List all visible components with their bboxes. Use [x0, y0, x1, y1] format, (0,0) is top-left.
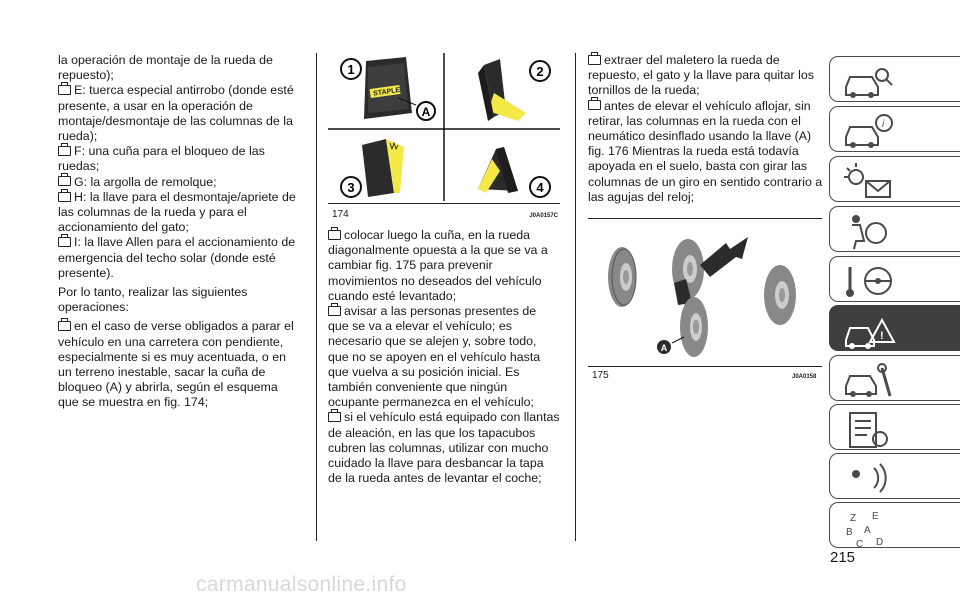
- maintenance-icon: [842, 360, 898, 400]
- bullet-icon: [328, 412, 341, 422]
- list-item: avisar a las personas presentes de que se va a elevar el vehículo; es necesario que se alejen y, sobre todo, que no se apoyen en el vehículo hasta que vuelva a su posición inicial. Es también conveniente que ningún ocupante permanezca en el vehículo;: [328, 304, 541, 410]
- figure-number: 174: [332, 209, 349, 220]
- figure-code: J0A0157C: [529, 213, 558, 219]
- figure-top-rule: [588, 218, 822, 219]
- svg-text:A: A: [421, 105, 431, 119]
- chapter-tab[interactable]: [829, 453, 960, 499]
- list-item: extraer del maletero la rueda de repuesto, el gato y la llave para quitar los tornillos de la rueda;: [588, 53, 814, 98]
- arrow-icon: [700, 237, 748, 277]
- svg-text:1: 1: [347, 62, 355, 77]
- starting-driving-icon: [842, 261, 898, 301]
- watermark: carmanualsonline.info: [196, 573, 407, 596]
- chapter-tab[interactable]: [829, 404, 960, 450]
- figure-175: [588, 225, 826, 365]
- chapter-tab[interactable]: [829, 156, 960, 202]
- column-separator-right: [575, 53, 576, 541]
- wheel-flat: [680, 297, 708, 357]
- wheel-with-chock: [672, 239, 704, 305]
- multimedia-icon: [842, 458, 898, 498]
- svg-text:!: !: [880, 330, 884, 342]
- wheel-front-left: [608, 247, 636, 307]
- chapter-tab[interactable]: [829, 206, 960, 252]
- svg-text:E: E: [872, 511, 879, 522]
- paragraph: Por lo tanto, realizar las siguientes operaciones:: [58, 285, 248, 315]
- chock-half-open: [362, 139, 404, 197]
- chapter-tab[interactable]: [829, 305, 960, 351]
- safety-airbag-icon: [842, 211, 898, 251]
- wheel-rear-right: [764, 265, 796, 325]
- bullet-icon: [58, 176, 71, 186]
- svg-text:STAPLE: STAPLE: [372, 86, 401, 98]
- list-item: I: la llave Allen para el accionamiento de emergencia del techo solar (donde esté presente).: [58, 235, 296, 280]
- bullet-icon: [58, 192, 71, 202]
- chapter-tab[interactable]: [829, 502, 960, 548]
- svg-text:D: D: [876, 537, 884, 547]
- caption-rule: [328, 203, 560, 204]
- column-separator-left: [316, 53, 317, 541]
- bullet-icon: [328, 306, 341, 316]
- svg-text:4: 4: [536, 180, 544, 195]
- svg-text:i: i: [882, 119, 885, 130]
- figure-code: J0A0158: [792, 374, 817, 380]
- list-item: colocar luego la cuña, en la rueda diagonalmente opuesta a la que se va a cambiar fig. 175 para prevenir movimientos no deseados del vehículo cuando esté levantado;: [328, 228, 548, 303]
- paragraph: la operación de montaje de la rueda de repuesto);: [58, 53, 273, 83]
- figure-174: [328, 53, 560, 220]
- text-column-2: [328, 228, 560, 486]
- bullet-icon: [328, 230, 341, 240]
- chock-deployed: [478, 147, 518, 193]
- chapter-tab[interactable]: [829, 106, 960, 152]
- svg-text:3: 3: [347, 180, 355, 195]
- page-number: 215: [830, 549, 856, 566]
- wheel-chock-illustration: [328, 53, 560, 205]
- bullet-icon: [58, 321, 71, 331]
- text-column-1: [58, 53, 298, 411]
- bullet-icon: [588, 55, 601, 65]
- technical-data-icon: [842, 409, 898, 449]
- car-info-icon: [842, 111, 898, 151]
- svg-text:C: C: [856, 539, 864, 547]
- chock-opening: [478, 59, 526, 121]
- svg-text:B: B: [846, 527, 853, 538]
- bullet-icon: [58, 146, 71, 156]
- list-item: si el vehículo está equipado con llantas de aleación, en las que los tapacubos cubren las columnas, utilizar con mucho cuidado la llave para desbancar la tapa de la rueda antes de levantar el coche;: [328, 410, 560, 486]
- list-item: F: una cuña para el bloqueo de las ruedas;: [58, 144, 265, 174]
- bullet-icon: [588, 100, 601, 110]
- list-item: en el caso de verse obligados a parar el vehículo en una carretera con pendiente, especialmente si es muy acentuada, o en un terreno inestable, sacar la cuña de bloqueo (A) y abrirla, según el esquema que se muestra en fig. 174;: [58, 319, 294, 410]
- list-item: G: la argolla de remolque;: [58, 175, 298, 190]
- figure-number: 175: [592, 370, 609, 381]
- wheels-chock-position-illustration: [588, 225, 826, 365]
- list-item: antes de elevar el vehículo aflojar, sin retirar, las columnas en la rueda con el neumático desinflado usando la llave (A) fig. 176 Mientras la rueda está todavía apoyada en el suelo, basta con girar las columnas de un giro en sentido contrario a las agujas del reloj;: [588, 98, 823, 204]
- emergency-icon: [842, 310, 898, 350]
- list-item: E: tuerca especial antirrobo (donde esté presente, a usar en la operación de montaje/desmontaje de las columnas de la rueda);: [58, 83, 294, 144]
- bullet-icon: [58, 85, 71, 95]
- warning-lights-icon: [842, 161, 898, 201]
- svg-text:2: 2: [536, 64, 544, 79]
- chapter-tab[interactable]: [829, 355, 960, 401]
- svg-text:Z: Z: [850, 513, 857, 524]
- chock-folded: [364, 57, 416, 119]
- list-item: H: la llave para el desmontaje/apriete de las columnas de la rueda y para el accionamiento del gato;: [58, 189, 296, 235]
- caption-rule: [588, 366, 822, 367]
- chapter-tab[interactable]: [829, 256, 960, 302]
- chapter-tab[interactable]: [829, 56, 960, 102]
- text-column-3: [588, 53, 826, 205]
- index-icon: [842, 507, 898, 547]
- car-search-icon: [842, 61, 898, 101]
- bullet-icon: [58, 237, 71, 247]
- svg-text:A: A: [864, 525, 871, 536]
- svg-text:A: A: [660, 343, 668, 353]
